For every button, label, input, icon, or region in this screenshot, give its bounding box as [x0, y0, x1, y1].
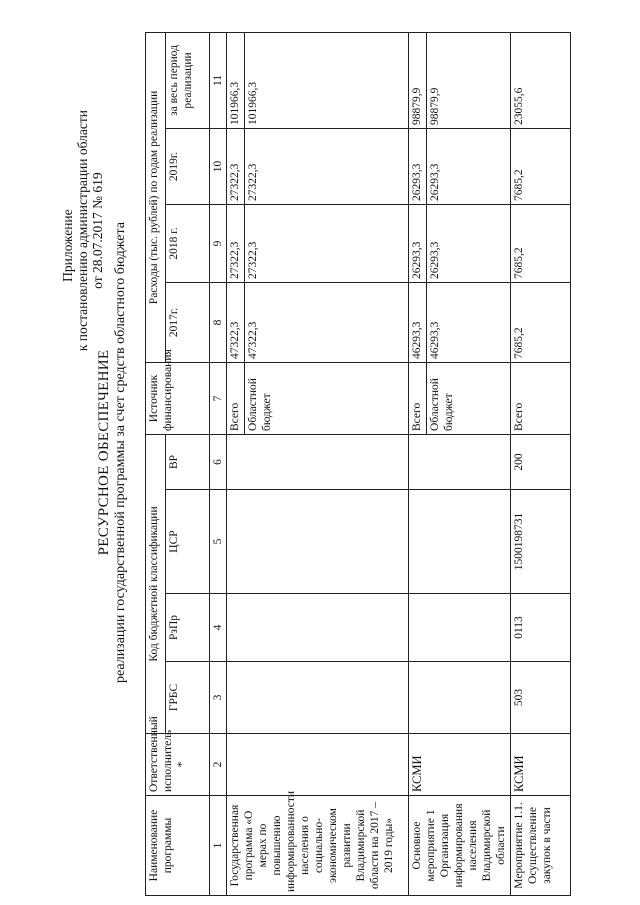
- appendix-line-2: к постановлению администрации области: [75, 110, 90, 352]
- amount-total: 98879,9: [427, 32, 511, 128]
- budget-table: [145, 32, 571, 896]
- column-number-row: [210, 32, 227, 895]
- header-csr: ЦСР: [166, 490, 210, 594]
- amount-2017: 46293,3: [409, 282, 427, 362]
- header-grbs: ГРБС: [166, 662, 210, 734]
- col-number: 7: [210, 362, 227, 434]
- amount-2019: 26293,3: [409, 128, 427, 204]
- col-number: 11: [210, 32, 227, 128]
- header-total-period: за весь период реализации: [166, 32, 210, 128]
- col-number: 8: [210, 282, 227, 362]
- document-subtitle: реализации государственной программы за счет средств областного бюджета: [113, 221, 128, 684]
- event-1-1-vr-cell: 200: [511, 434, 571, 489]
- amount-total: 23055,6: [511, 32, 571, 128]
- amount-2017: 46293,3: [427, 282, 511, 362]
- source-cell: Всего: [511, 362, 571, 434]
- amount-2017: 7685,2: [511, 282, 571, 362]
- header-2017: 2017г.: [166, 282, 210, 362]
- amount-2017: 47322,3: [227, 282, 245, 362]
- event-1-1-executor-cell: КСМИ: [511, 734, 571, 796]
- amount-2018: 27322,3: [245, 204, 409, 282]
- col-number: 1: [210, 796, 227, 896]
- amount-total: 98879,9: [409, 32, 427, 128]
- amount-total: 101966,3: [245, 32, 409, 128]
- program-csr-cell: [227, 490, 409, 594]
- amount-2019: 27322,3: [227, 128, 245, 204]
- header-row-1: [146, 32, 166, 895]
- main-event-rzpr-cell: [409, 594, 511, 662]
- col-number: 4: [210, 594, 227, 662]
- col-number: 2: [210, 734, 227, 796]
- source-cell: Областной бюджет: [427, 362, 511, 434]
- event-1-1-rzpr-cell: 0113: [511, 594, 571, 662]
- main-event-csr-cell: [409, 490, 511, 594]
- source-cell: Всего: [409, 362, 427, 434]
- header-vr: ВР: [166, 434, 210, 489]
- event-1-1-csr-cell: 1500198731: [511, 490, 571, 594]
- appendix-line-3: от 28.07.2017 № 619: [90, 172, 105, 289]
- program-executor-cell: [227, 734, 409, 796]
- amount-2019: 7685,2: [511, 128, 571, 204]
- header-budget-code: Код бюджетной классификации: [146, 434, 166, 733]
- col-number: 5: [210, 490, 227, 594]
- main-event-executor-cell: КСМИ: [409, 734, 511, 796]
- header-2018: 2018 г.: [166, 204, 210, 282]
- source-cell: Областной бюджет: [245, 362, 409, 434]
- col-number: 3: [210, 662, 227, 734]
- header-expenses: Расходы (тыс. рублей) по годам реализации: [146, 32, 166, 362]
- header-executor: Ответственный исполнитель *: [146, 734, 210, 796]
- main-event-total-row: [409, 32, 427, 895]
- document-title: РЕСУРСНОЕ ОБЕСПЕЧЕНИЕ: [96, 349, 112, 556]
- header-rzpr: РзПр: [166, 594, 210, 662]
- header-program-name: Наименование программы: [146, 796, 210, 896]
- appendix-line-1: Приложение: [60, 209, 75, 282]
- amount-total: 101966,3: [227, 32, 245, 128]
- amount-2019: 27322,3: [245, 128, 409, 204]
- main-event-vr-cell: [409, 434, 511, 489]
- header-2019: 2019г.: [166, 128, 210, 204]
- program-rzpr-cell: [227, 594, 409, 662]
- amount-2018: 26293,3: [427, 204, 511, 282]
- col-number: 9: [210, 204, 227, 282]
- source-cell: Всего: [227, 362, 245, 434]
- amount-2018: 7685,2: [511, 204, 571, 282]
- main-event-grbs-cell: [409, 662, 511, 734]
- event-1-1-row: [511, 32, 571, 895]
- program-total-row: [227, 32, 245, 895]
- event-1-1-name-cell: Мероприятие 1.1. Осуществление закупок в части: [511, 796, 571, 896]
- amount-2019: 26293,3: [427, 128, 511, 204]
- program-vr-cell: [227, 434, 409, 489]
- amount-2018: 26293,3: [409, 204, 427, 282]
- main-event-name-cell: Основное мероприятие 1 Организация информирования населения Владимирской области: [409, 796, 511, 896]
- amount-2017: 47322,3: [245, 282, 409, 362]
- program-name-cell: Государственная программа «О мерах по повышению информированности населения о социально-экономическом развитии Владимирской области на 2017 – 2019 годы»: [227, 796, 409, 896]
- event-1-1-grbs-cell: 503: [511, 662, 571, 734]
- program-grbs-cell: [227, 662, 409, 734]
- amount-2018: 27322,3: [227, 204, 245, 282]
- header-source: Источник финансирования: [146, 362, 210, 434]
- col-number: 6: [210, 434, 227, 489]
- col-number: 10: [210, 128, 227, 204]
